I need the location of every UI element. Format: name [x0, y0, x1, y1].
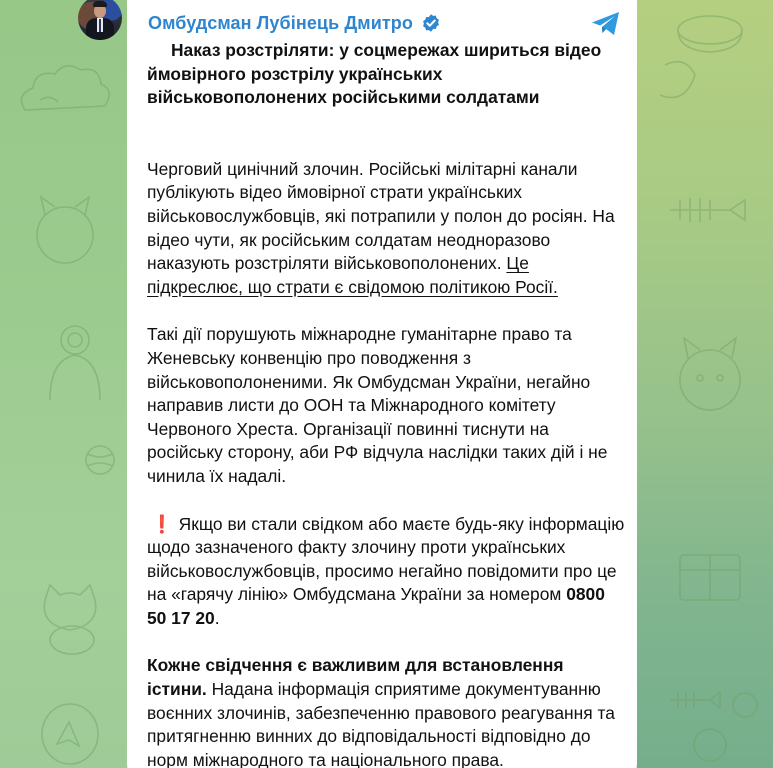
paragraph-3-text: Якщо ви стали свідком або маєте будь-яку інформацію щодо зазначеного факту злочину проти українських військовослужбовців, просимо негайно повідомити про це на «гарячу лінію» Омбудсмана України за номером [147, 513, 625, 605]
paragraph-2: Такі дії порушують міжнародне гуманітарне право та Женевську конвенцію про поводження з військовополоненими. Як Омбудсман України, негайно направив листи до ООН та Міжнародного комітету Червоного Хреста. Організації повинні тиснути на російську сторону, аби РФ відчула наслідки таких дій і не чинила їх надалі. [147, 324, 608, 486]
paragraph-3: ❗ Якщо ви стали свідком або маєте будь-яку інформацію щодо зазначеного факту злочину проти українських військовослужбовців, просимо негайно повідомити про це на «гарячу лінію» Омбудсмана України за номером 0800 50 17 20. [147, 513, 625, 628]
telegram-paper-plane-icon[interactable] [591, 11, 621, 37]
channel-name-link[interactable]: Омбудсман Лубінець Дмитро [148, 12, 413, 33]
message-body [147, 39, 625, 768]
verified-badge-icon [421, 13, 441, 33]
paragraph-1 [147, 158, 625, 300]
paragraph-1-text: Черговий цинічний злочин. Російські мілітарні канали публікують відео ймовірної страти українських військовослужбовців, які потрапили у полон до росіян. На відео чути, як російським солдатам неодноразово наказують розстріляти військовополонених. [147, 158, 615, 274]
post-title: Наказ розстріляти: у соцмережах шириться відео ймовірного розстрілу українських військовополонених російськими солдатами [147, 40, 602, 108]
hotline-phone-number[interactable]: 0800 50 17 20 [147, 584, 605, 628]
underlined-statement: Це підкреслює, що страти є свідомою політикою Росії. [147, 253, 558, 297]
exclamation-icon: ❗ [151, 513, 173, 534]
paragraph-4-text: Надана інформація сприятиме документуванню воєнних злочинів, забезпеченню правового реагування та притягненню винних до відповідальності відповідно до норм міжнародного та національного права. [147, 679, 615, 768]
chat-background-right [637, 0, 773, 768]
paragraph-4 [147, 654, 625, 768]
chat-background-left [0, 0, 128, 768]
paragraph-4-bold-lead: Кожне свідчення є важливим для встановлення істини. [147, 655, 564, 700]
message-header [148, 10, 441, 36]
